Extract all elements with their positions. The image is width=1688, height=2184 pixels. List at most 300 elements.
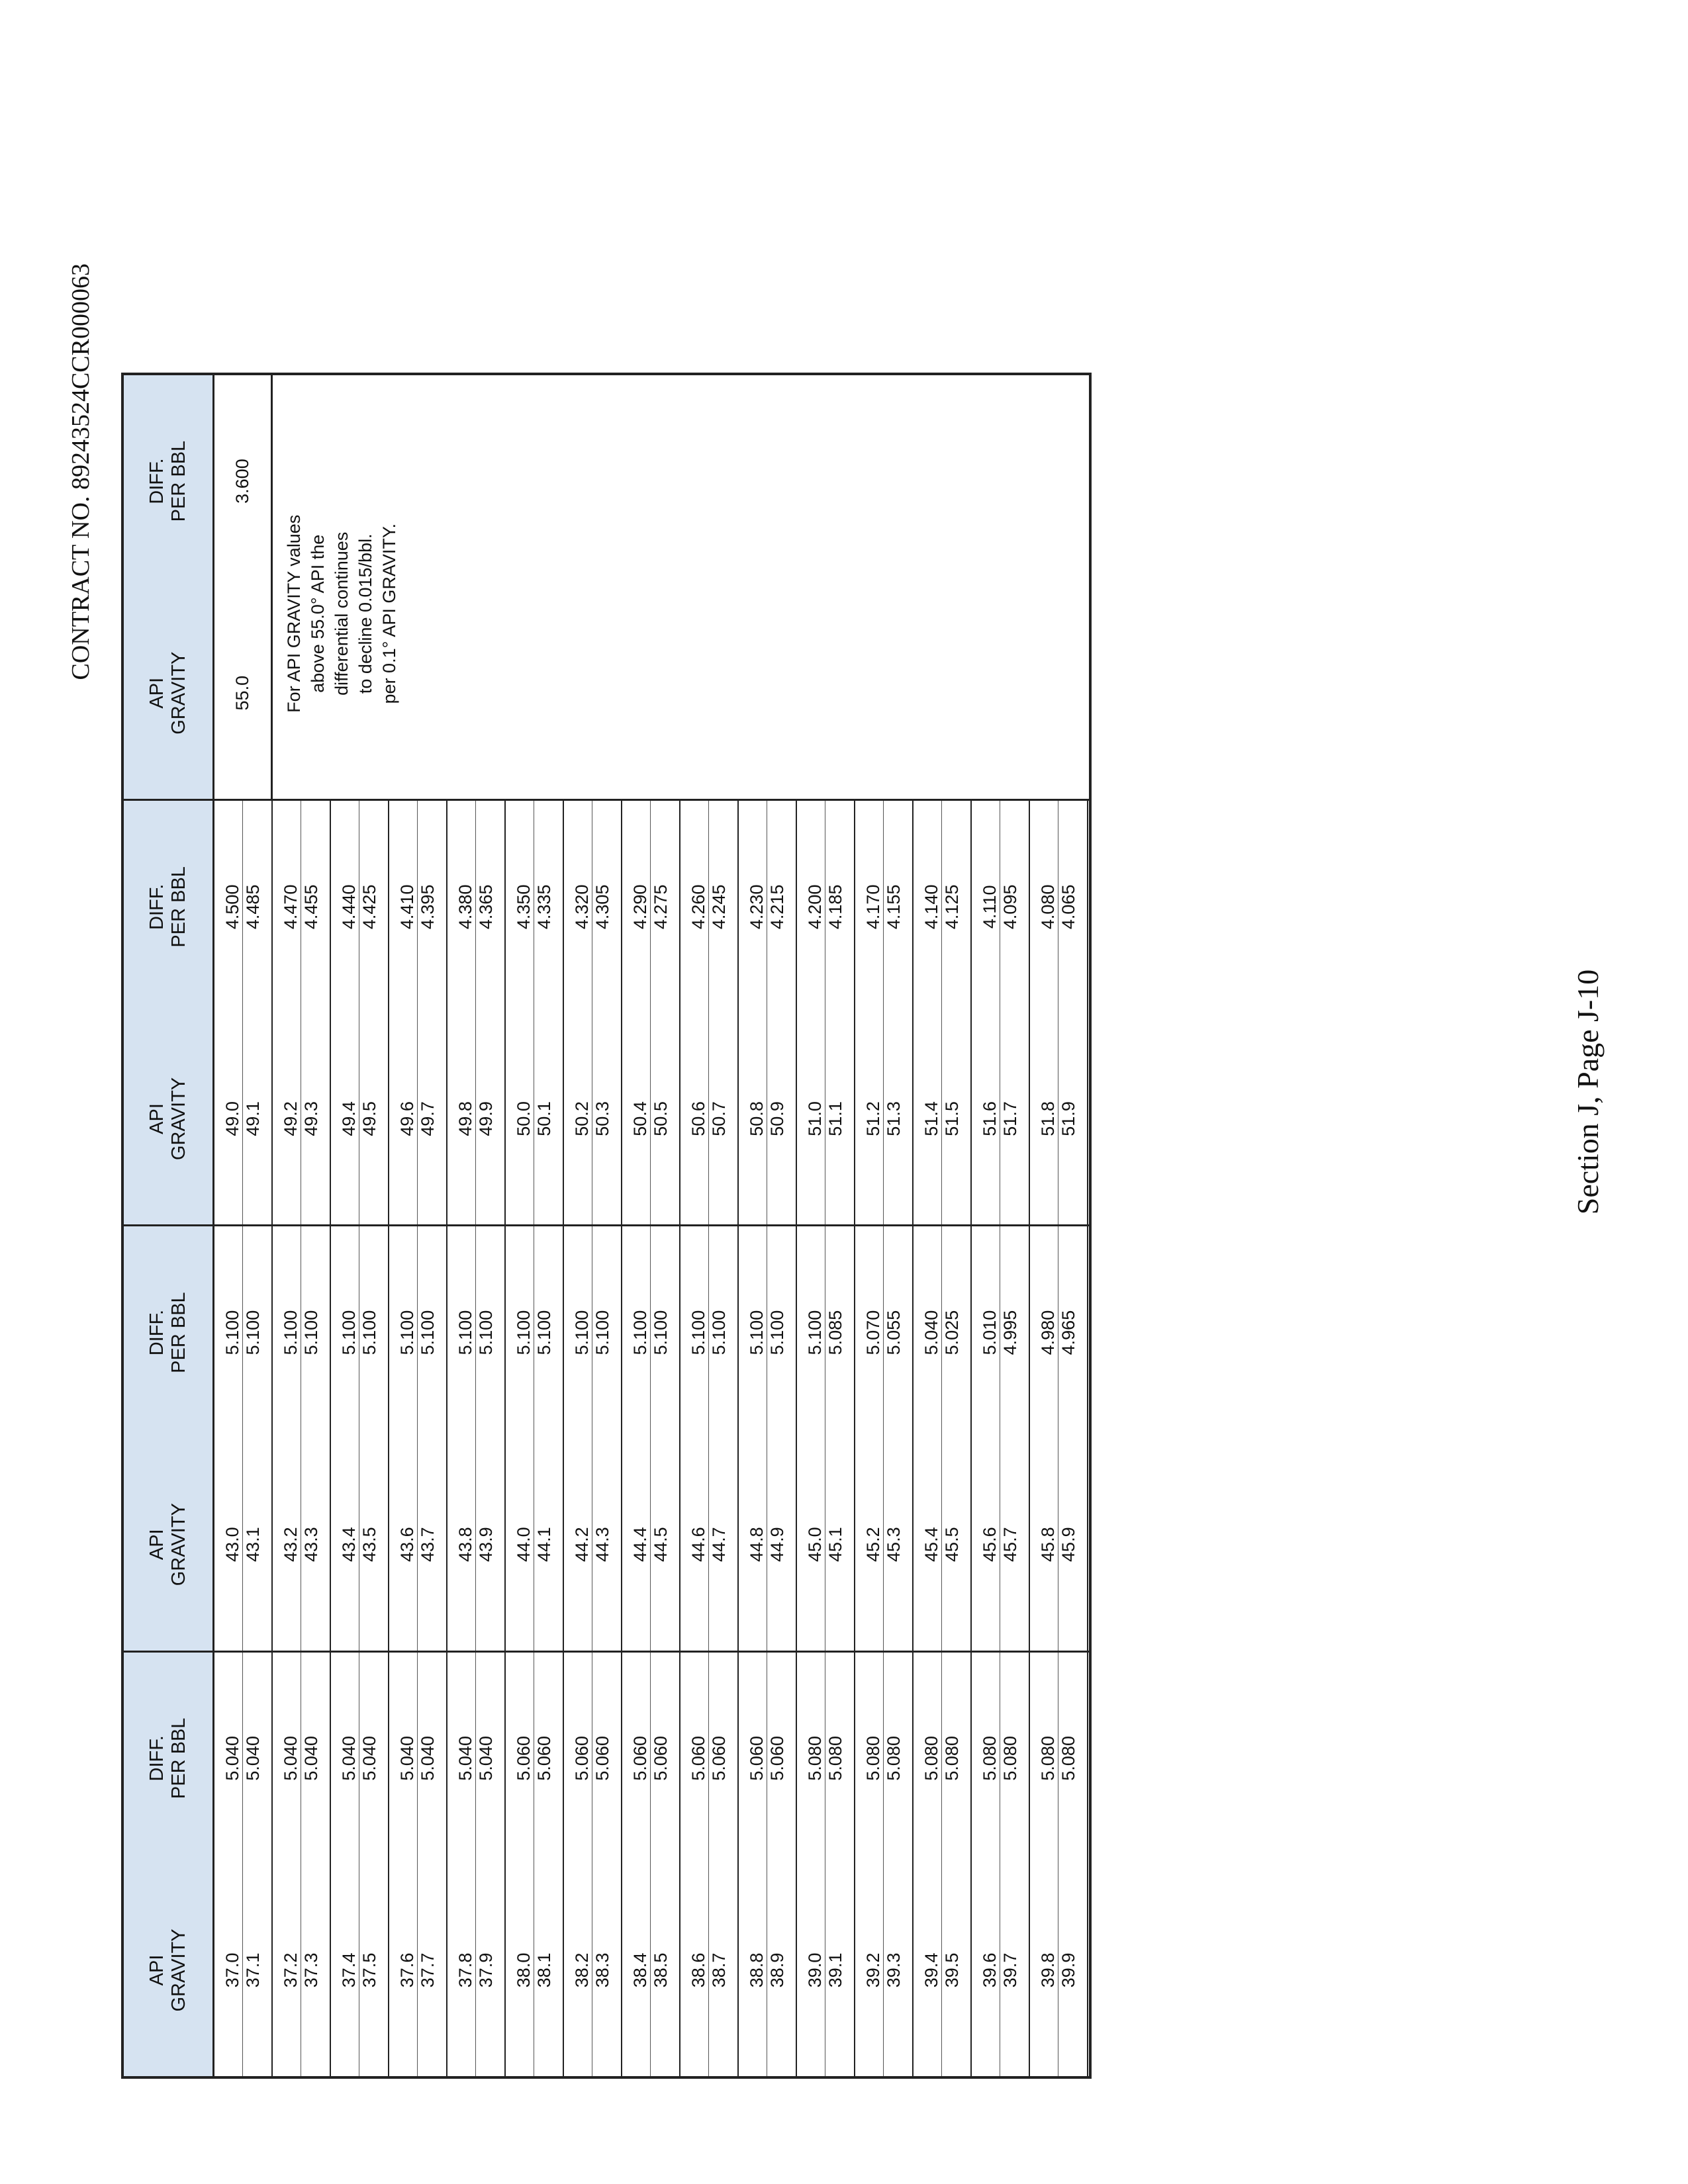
table-row-group — [739, 801, 797, 1224]
table-row — [1058, 1227, 1078, 1651]
table-row — [359, 1653, 379, 2076]
diff-per-bbl-cell: 4.980 — [1039, 1227, 1058, 1439]
table-block — [124, 801, 1089, 1226]
diff-per-bbl-cell: 5.010 — [980, 1227, 1000, 1439]
table-row-group — [564, 801, 622, 1224]
table-row — [243, 801, 263, 1224]
table-row — [418, 801, 438, 1224]
diff-per-bbl-cell: 5.040 — [475, 1736, 496, 1781]
diff-per-bbl-cell: 4.320 — [573, 801, 592, 1013]
note-line: per 0.1° API GRAVITY. — [379, 523, 399, 704]
diff-per-bbl-cell: 5.080 — [941, 1736, 962, 1781]
diff-per-bbl-cell: 5.025 — [941, 1310, 962, 1355]
table-row-group — [1030, 1227, 1088, 1651]
diff-per-bbl-cell: 5.100 — [301, 1310, 321, 1355]
table-row — [514, 801, 534, 1224]
api-gravity-cell: 51.4 — [922, 1013, 942, 1224]
table-row — [340, 801, 359, 1224]
table-row — [747, 801, 767, 1224]
api-gravity-cell: 38.9 — [767, 1952, 787, 1988]
api-gravity-header — [124, 1013, 212, 1224]
table-row — [233, 375, 253, 799]
api-gravity-cell: 37.9 — [475, 1952, 496, 1988]
table-row — [767, 1227, 787, 1651]
diff-per-bbl-cell: 3.600 — [232, 459, 252, 504]
table-row — [806, 801, 825, 1224]
diff-per-bbl-cell: 5.060 — [767, 1736, 787, 1781]
table-row — [709, 1227, 729, 1651]
diff-per-bbl-cell: 4.245 — [708, 884, 729, 930]
api-gravity-cell: 37.7 — [417, 1952, 438, 1988]
table-row — [1039, 1653, 1058, 2076]
table-row — [476, 1653, 496, 2076]
note-line: to decline 0.015/bbl. — [355, 533, 375, 694]
diff-per-bbl-cell: 4.995 — [1000, 1310, 1020, 1355]
table-row — [340, 1653, 359, 2076]
table-row-group — [855, 801, 914, 1224]
header-line: PER BBL — [168, 866, 189, 948]
table-row-group — [855, 1227, 914, 1651]
api-gravity-cell: 49.7 — [417, 1101, 438, 1136]
table-row — [864, 1227, 884, 1651]
table-row — [573, 801, 592, 1224]
api-gravity-cell: 43.8 — [456, 1439, 476, 1651]
table-row — [534, 801, 554, 1224]
api-gravity-cell: 50.9 — [767, 1101, 787, 1136]
api-gravity-cell: 39.6 — [980, 1864, 1000, 2076]
table-row — [418, 1227, 438, 1651]
header-line: API — [146, 1529, 167, 1561]
table-row — [884, 1227, 904, 1651]
diff-per-bbl-cell: 4.125 — [941, 884, 962, 930]
api-gravity-cell: 50.2 — [573, 1013, 592, 1224]
table-row — [573, 1653, 592, 2076]
api-gravity-cell: 37.2 — [281, 1864, 301, 2076]
table-row — [592, 1227, 612, 1651]
diff-per-bbl-cell: 5.080 — [1058, 1736, 1078, 1781]
api-gravity-header — [124, 587, 212, 799]
table-row — [767, 801, 787, 1224]
table-row — [1039, 801, 1058, 1224]
page-footer: Section J, Page J-10 — [1571, 969, 1605, 1215]
diff-per-bbl-cell: 5.080 — [1000, 1736, 1020, 1781]
diff-per-bbl-cell: 5.085 — [825, 1310, 845, 1355]
api-gravity-cell: 38.6 — [689, 1864, 709, 2076]
table-row-group — [273, 1227, 331, 1651]
diff-per-bbl-cell: 5.060 — [592, 1736, 612, 1781]
api-gravity-cell: 37.8 — [456, 1864, 476, 2076]
table-row — [980, 801, 1000, 1224]
api-gravity-cell: 44.5 — [650, 1527, 671, 1562]
table-row — [1058, 1653, 1078, 2076]
table-row — [340, 1227, 359, 1651]
diff-per-bbl-cell: 5.060 — [689, 1653, 709, 1864]
table-row-group — [331, 801, 389, 1224]
table-row — [767, 1653, 787, 2076]
table-row-group — [972, 1227, 1030, 1651]
diff-per-bbl-cell: 4.110 — [980, 801, 1000, 1013]
diff-per-bbl-cell: 5.080 — [922, 1653, 942, 1864]
api-gravity-cell: 39.8 — [1039, 1864, 1058, 2076]
table-row — [514, 1227, 534, 1651]
api-gravity-cell: 45.4 — [922, 1439, 942, 1651]
table-row — [689, 801, 709, 1224]
table-block — [124, 1653, 1089, 2076]
diff-per-bbl-header — [124, 801, 212, 1013]
table-row — [631, 1653, 651, 2076]
table-row-group — [273, 801, 331, 1224]
diff-per-bbl-cell: 5.040 — [398, 1653, 418, 1864]
table-block-body — [214, 801, 1089, 1224]
table-row-group — [564, 1227, 622, 1651]
api-gravity-cell: 43.2 — [281, 1439, 301, 1651]
api-gravity-cell: 37.4 — [340, 1864, 359, 2076]
api-gravity-cell: 50.6 — [689, 1013, 709, 1224]
diff-per-bbl-cell: 5.040 — [301, 1736, 321, 1781]
table-row — [651, 1653, 671, 2076]
api-gravity-cell: 38.1 — [534, 1952, 554, 1988]
table-row-group — [214, 375, 273, 799]
diff-per-bbl-cell: 5.080 — [1039, 1653, 1058, 1864]
diff-per-bbl-cell: 5.100 — [534, 1310, 554, 1355]
table-row — [1058, 801, 1078, 1224]
api-gravity-cell: 44.1 — [534, 1527, 554, 1562]
api-gravity-cell: 44.9 — [767, 1527, 787, 1562]
table-row-group — [680, 1227, 739, 1651]
api-gravity-cell: 45.0 — [806, 1439, 825, 1651]
diff-per-bbl-cell: 5.100 — [708, 1310, 729, 1355]
table-row — [864, 801, 884, 1224]
header-line: GRAVITY — [168, 1929, 189, 2012]
table-row — [573, 1227, 592, 1651]
api-gravity-cell: 55.0 — [232, 675, 252, 711]
diff-per-bbl-cell: 4.500 — [223, 801, 243, 1013]
table-row — [243, 1227, 263, 1651]
table-row-group — [797, 1227, 855, 1651]
api-gravity-cell: 49.4 — [340, 1013, 359, 1224]
header-line: API — [146, 677, 167, 709]
table-row-group — [506, 1653, 564, 2076]
api-gravity-cell: 43.7 — [417, 1527, 438, 1562]
table-block — [124, 375, 1089, 801]
table-row — [922, 1653, 942, 2076]
diff-per-bbl-cell: 5.100 — [573, 1227, 592, 1439]
table-row-group — [1030, 801, 1088, 1224]
table-row-group — [1030, 1653, 1088, 2076]
diff-per-bbl-cell: 4.185 — [825, 884, 845, 930]
diff-per-bbl-cell: 5.100 — [592, 1310, 612, 1355]
api-gravity-cell: 49.6 — [398, 1013, 418, 1224]
api-gravity-cell: 50.7 — [708, 1101, 729, 1136]
table-row — [359, 801, 379, 1224]
table-row — [922, 1227, 942, 1651]
table-row — [1000, 1653, 1020, 2076]
table-row — [398, 801, 418, 1224]
table-row — [709, 1653, 729, 2076]
table-row — [651, 801, 671, 1224]
api-gravity-cell: 49.8 — [456, 1013, 476, 1224]
api-gravity-cell: 50.8 — [747, 1013, 767, 1224]
api-gravity-cell: 39.4 — [922, 1864, 942, 2076]
diff-per-bbl-cell: 4.425 — [359, 884, 379, 930]
diff-per-bbl-cell: 4.470 — [281, 801, 301, 1013]
api-gravity-header — [124, 1864, 212, 2076]
diff-per-bbl-cell: 5.100 — [767, 1310, 787, 1355]
diff-per-bbl-cell: 5.040 — [223, 1653, 243, 1864]
table-row-group — [331, 1227, 389, 1651]
diff-per-bbl-cell: 4.335 — [534, 884, 554, 930]
api-gravity-cell: 43.5 — [359, 1527, 379, 1562]
api-gravity-cell: 50.4 — [631, 1013, 651, 1224]
api-gravity-cell: 44.8 — [747, 1439, 767, 1651]
table-row-group — [389, 1653, 447, 2076]
api-gravity-cell: 39.0 — [806, 1864, 825, 2076]
diff-per-bbl-cell: 4.965 — [1058, 1310, 1078, 1355]
diff-per-bbl-cell: 5.060 — [631, 1653, 651, 1864]
header-line: GRAVITY — [168, 1503, 189, 1586]
table-row — [281, 801, 301, 1224]
table-row — [884, 1653, 904, 2076]
api-gravity-cell: 45.8 — [1039, 1439, 1058, 1651]
table-block-header — [124, 1227, 214, 1651]
diff-per-bbl-cell: 5.100 — [340, 1227, 359, 1439]
api-gravity-cell: 38.2 — [573, 1864, 592, 2076]
api-gravity-cell: 39.2 — [864, 1864, 884, 2076]
header-line: PER BBL — [168, 1717, 189, 1799]
diff-per-bbl-cell: 4.365 — [475, 884, 496, 930]
diff-per-bbl-cell: 5.040 — [922, 1227, 942, 1439]
header-line: PER BBL — [168, 1292, 189, 1373]
api-gravity-cell: 50.1 — [534, 1101, 554, 1136]
note-line: For API GRAVITY values — [284, 514, 304, 713]
api-gravity-cell: 45.5 — [941, 1527, 962, 1562]
table-row — [864, 1653, 884, 2076]
diff-per-bbl-cell: 4.065 — [1058, 884, 1078, 930]
table-row — [534, 1653, 554, 2076]
api-gravity-cell: 49.9 — [475, 1101, 496, 1136]
table-row — [651, 1227, 671, 1651]
diff-per-bbl-cell: 4.455 — [301, 884, 321, 930]
table-row-group — [855, 1653, 914, 2076]
diff-per-bbl-cell: 4.380 — [456, 801, 476, 1013]
table-row — [747, 1653, 767, 2076]
api-gravity-cell: 45.2 — [864, 1439, 884, 1651]
diff-per-bbl-cell: 4.215 — [767, 884, 787, 930]
table-row-group — [914, 1227, 972, 1651]
api-gravity-cell: 45.7 — [1000, 1527, 1020, 1562]
table-row-group — [506, 801, 564, 1224]
api-gravity-cell: 43.6 — [398, 1439, 418, 1651]
diff-per-bbl-cell: 5.100 — [417, 1310, 438, 1355]
table-row — [456, 801, 476, 1224]
table-row-group — [389, 1227, 447, 1651]
diff-per-bbl-cell: 5.100 — [631, 1227, 651, 1439]
table-row — [825, 1227, 845, 1651]
table-row — [398, 1227, 418, 1651]
table-row-group — [680, 1653, 739, 2076]
api-gravity-cell: 38.3 — [592, 1952, 612, 1988]
api-gravity-cell: 37.5 — [359, 1952, 379, 1988]
table-row-group — [914, 801, 972, 1224]
api-gravity-cell: 39.7 — [1000, 1952, 1020, 1988]
api-gravity-cell: 51.3 — [883, 1101, 904, 1136]
api-gravity-cell: 37.0 — [223, 1864, 243, 2076]
diff-per-bbl-cell: 4.095 — [1000, 884, 1020, 930]
table-block — [124, 1227, 1089, 1653]
table-row — [825, 1653, 845, 2076]
table-row — [631, 801, 651, 1224]
diff-per-bbl-cell: 5.100 — [689, 1227, 709, 1439]
table-row-group — [622, 1227, 680, 1651]
diff-per-bbl-cell: 4.290 — [631, 801, 651, 1013]
api-gravity-cell: 45.6 — [980, 1439, 1000, 1651]
table-row — [359, 1227, 379, 1651]
api-gravity-cell: 49.1 — [242, 1101, 263, 1136]
diff-per-bbl-cell: 4.140 — [922, 801, 942, 1013]
api-gravity-cell: 51.6 — [980, 1013, 1000, 1224]
table-row-group — [680, 801, 739, 1224]
api-gravity-cell: 49.0 — [223, 1013, 243, 1224]
table-row — [1000, 1227, 1020, 1651]
api-gravity-cell: 50.5 — [650, 1101, 671, 1136]
diff-per-bbl-cell: 4.155 — [883, 884, 904, 930]
diff-per-bbl-cell: 5.100 — [747, 1227, 767, 1439]
table-row — [980, 1653, 1000, 2076]
table-row-group — [797, 801, 855, 1224]
api-gravity-cell: 51.9 — [1058, 1101, 1078, 1136]
header-line: API — [146, 1954, 167, 1986]
table-row-group — [622, 801, 680, 1224]
table-row — [223, 801, 243, 1224]
diff-per-bbl-header — [124, 375, 212, 587]
api-gravity-cell: 38.0 — [514, 1864, 534, 2076]
api-gravity-cell: 43.9 — [475, 1527, 496, 1562]
table-row-group — [389, 801, 447, 1224]
diff-per-bbl-cell: 4.080 — [1039, 801, 1058, 1013]
table-row — [514, 1653, 534, 2076]
api-gravity-cell: 51.5 — [941, 1101, 962, 1136]
api-gravity-cell: 37.6 — [398, 1864, 418, 2076]
diff-per-bbl-cell: 4.410 — [398, 801, 418, 1013]
table-row — [689, 1653, 709, 2076]
diff-per-bbl-cell: 5.080 — [825, 1736, 845, 1781]
diff-per-bbl-cell: 5.080 — [864, 1653, 884, 1864]
table-row-group — [273, 1653, 331, 2076]
api-gravity-cell: 45.3 — [883, 1527, 904, 1562]
table-row-group — [447, 1653, 506, 2076]
table-row-group — [506, 1227, 564, 1651]
table-row — [942, 1227, 962, 1651]
table-row-group — [739, 1653, 797, 2076]
diff-per-bbl-cell: 5.100 — [514, 1227, 534, 1439]
diff-per-bbl-cell: 4.305 — [592, 884, 612, 930]
diff-per-bbl-cell: 5.100 — [359, 1310, 379, 1355]
table-row-group — [214, 1653, 273, 2076]
table-row — [418, 1653, 438, 2076]
api-gravity-cell: 39.9 — [1058, 1952, 1078, 1988]
table-row-group — [739, 1227, 797, 1651]
diff-per-bbl-cell: 4.350 — [514, 801, 534, 1013]
api-gravity-cell: 49.5 — [359, 1101, 379, 1136]
table-row — [980, 1227, 1000, 1651]
header-line: GRAVITY — [168, 1077, 189, 1161]
table-row-group — [972, 1653, 1030, 2076]
diff-per-bbl-cell: 5.100 — [806, 1227, 825, 1439]
table-block-header — [124, 1653, 214, 2076]
diff-per-bbl-cell: 4.440 — [340, 801, 359, 1013]
api-gravity-cell: 51.2 — [864, 1013, 884, 1224]
table-row — [301, 1653, 321, 2076]
api-gravity-cell: 39.1 — [825, 1952, 845, 1988]
diff-per-bbl-cell: 5.040 — [359, 1736, 379, 1781]
diff-per-bbl-cell: 5.040 — [281, 1653, 301, 1864]
table-row — [476, 801, 496, 1224]
table-row — [709, 801, 729, 1224]
table-block-header — [124, 375, 214, 799]
table-row-group — [622, 1653, 680, 2076]
table-row — [456, 1653, 476, 2076]
table-row — [223, 1227, 243, 1651]
header-line: DIFF. — [146, 1309, 167, 1356]
api-gravity-cell: 51.8 — [1039, 1013, 1058, 1224]
diff-per-bbl-cell: 5.100 — [242, 1310, 263, 1355]
api-gravity-cell: 43.1 — [242, 1527, 263, 1562]
api-gravity-differential-table — [121, 373, 1092, 2079]
table-row — [223, 1653, 243, 2076]
diff-per-bbl-cell: 5.070 — [864, 1227, 884, 1439]
diff-per-bbl-cell: 4.275 — [650, 884, 671, 930]
header-line: PER BBL — [168, 440, 189, 522]
api-gravity-cell: 49.3 — [301, 1101, 321, 1136]
diff-per-bbl-cell: 4.260 — [689, 801, 709, 1013]
diff-per-bbl-header — [124, 1227, 212, 1439]
api-gravity-cell: 39.5 — [941, 1952, 962, 1988]
diff-per-bbl-cell: 4.230 — [747, 801, 767, 1013]
table-block-header — [124, 801, 214, 1224]
table-row — [281, 1227, 301, 1651]
table-row — [884, 801, 904, 1224]
api-gravity-cell: 51.1 — [825, 1101, 845, 1136]
note-line: differential continues — [332, 531, 352, 696]
table-row — [631, 1227, 651, 1651]
api-gravity-cell: 38.7 — [708, 1952, 729, 1988]
header-line: API — [146, 1103, 167, 1134]
diff-per-bbl-cell: 5.040 — [340, 1653, 359, 1864]
api-gravity-cell: 44.2 — [573, 1439, 592, 1651]
table-row — [806, 1227, 825, 1651]
table-row — [301, 1227, 321, 1651]
api-gravity-cell: 38.4 — [631, 1864, 651, 2076]
diff-per-bbl-cell: 5.060 — [708, 1736, 729, 1781]
diff-per-bbl-cell: 5.100 — [281, 1227, 301, 1439]
table-row — [942, 1653, 962, 2076]
note-text — [273, 428, 401, 799]
diff-per-bbl-cell: 5.060 — [747, 1653, 767, 1864]
api-gravity-cell: 43.3 — [301, 1527, 321, 1562]
diff-per-bbl-cell: 5.100 — [475, 1310, 496, 1355]
table-row — [592, 801, 612, 1224]
api-gravity-header — [124, 1439, 212, 1651]
diff-per-bbl-cell: 5.100 — [456, 1227, 476, 1439]
table-row — [456, 1227, 476, 1651]
table-block-body — [214, 1653, 1089, 2076]
api-gravity-cell: 38.5 — [650, 1952, 671, 1988]
header-line: DIFF. — [146, 1735, 167, 1782]
table-block-body — [214, 375, 1089, 799]
diff-per-bbl-cell: 5.060 — [573, 1653, 592, 1864]
diff-per-bbl-cell: 5.100 — [398, 1227, 418, 1439]
table-row — [301, 801, 321, 1224]
